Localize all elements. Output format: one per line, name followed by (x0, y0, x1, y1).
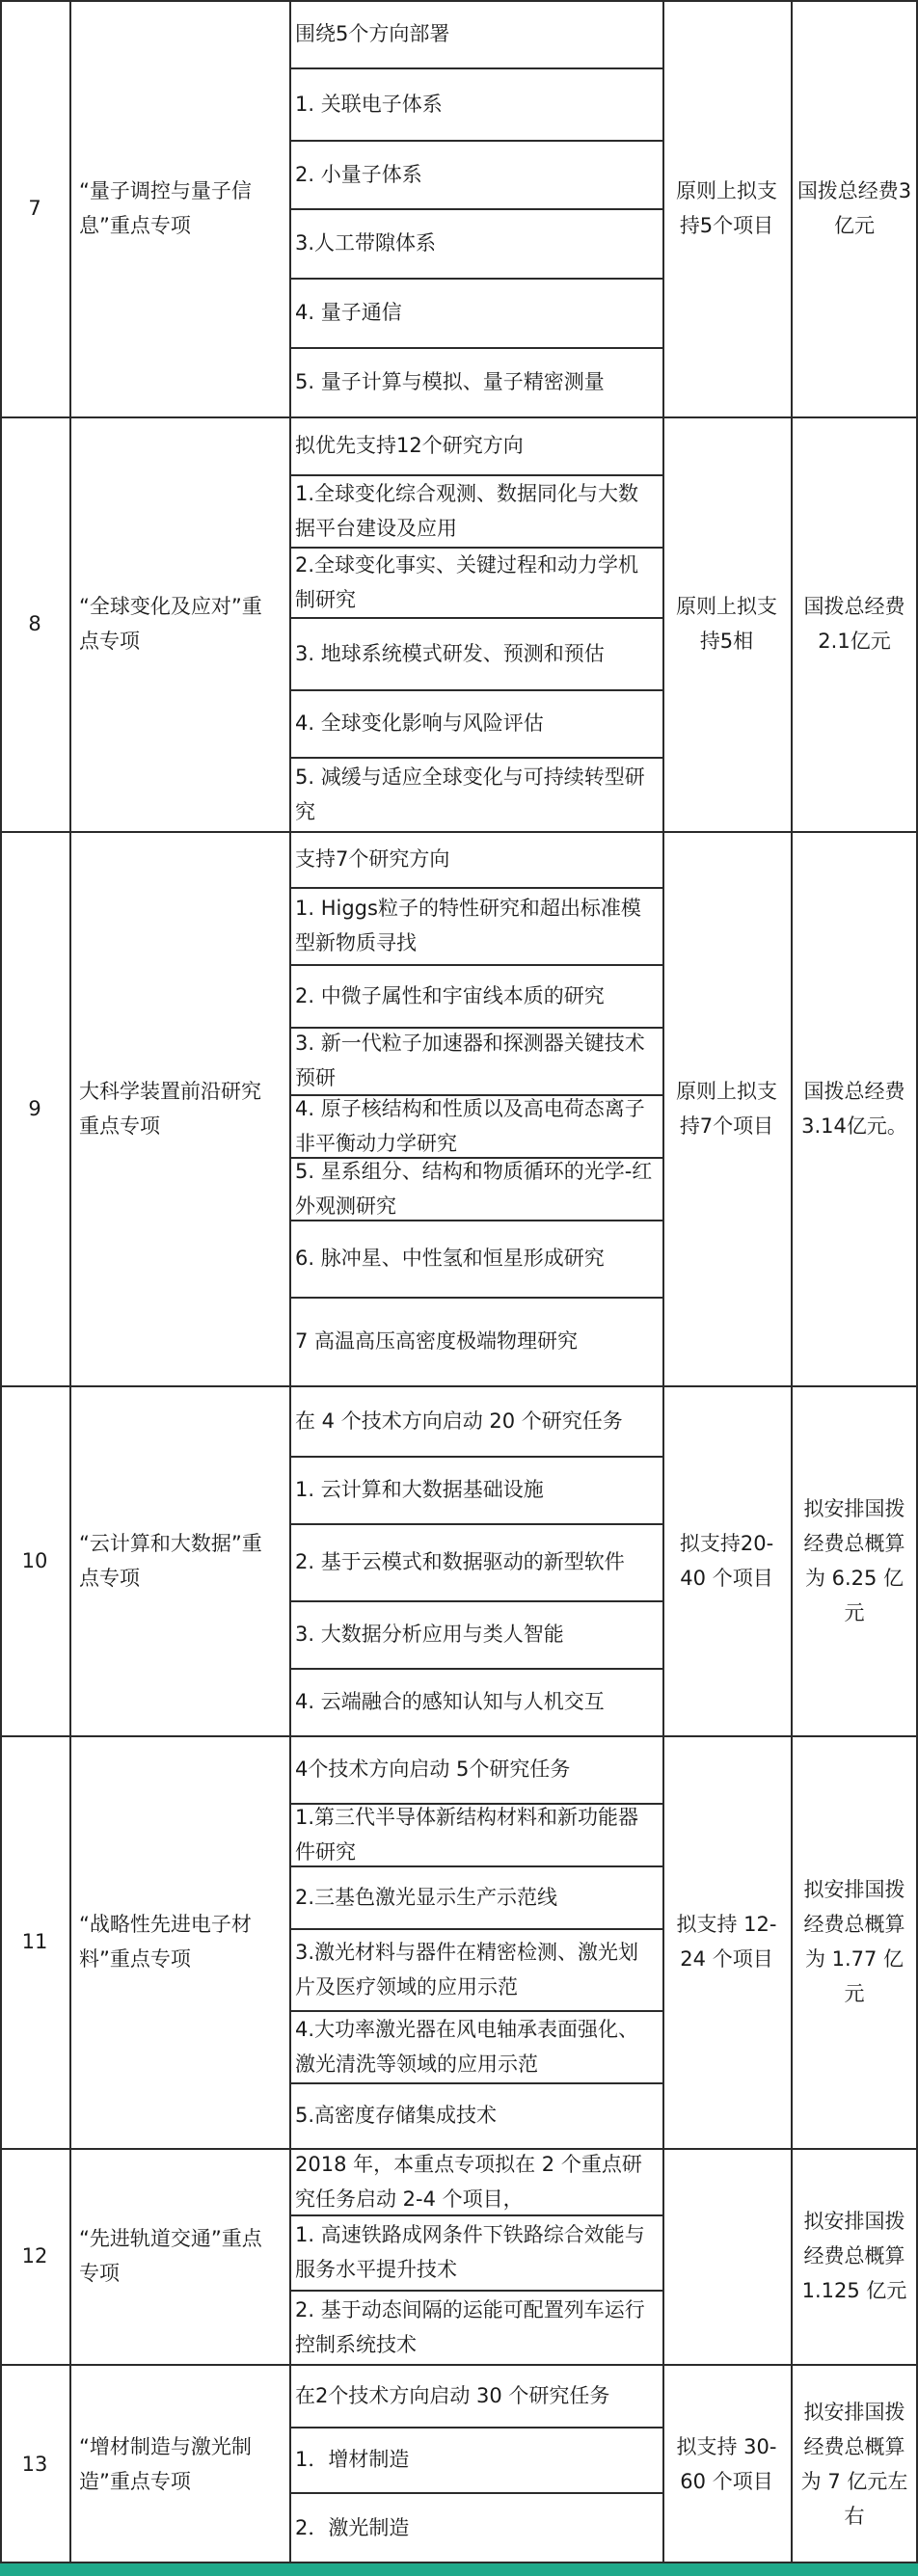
direction-item: 1. 关联电子体系 (295, 92, 443, 116)
table-border (289, 2492, 662, 2494)
direction-item: 2. 基于云模式和数据驱动的新型软件 (295, 1550, 625, 1573)
support-count: 拟支持 12-24 个项目 (676, 1913, 777, 1971)
direction-item: 2．激光制造 (295, 2516, 410, 2539)
support-count (662, 2148, 791, 2364)
table-border (289, 757, 662, 759)
table-border (289, 887, 662, 889)
direction-item: 5.高密度存储集成技术 (295, 2104, 498, 2127)
row-number: 8 (28, 612, 41, 635)
direction-item: 1. 高速铁路成网条件下铁路综合效能与服务水平提升技术 (295, 2223, 645, 2281)
direction-item: 1.全球变化综合观测、数据同化与大数据平台建设及应用 (295, 481, 639, 540)
table-border (289, 1094, 662, 1096)
funding-amount: 国拨总经费2.1亿元 (803, 595, 905, 653)
direction-item: 2.全球变化事实、关键过程和动力学机制研究 (295, 552, 639, 611)
support-count: 拟支持20-40 个项目 (679, 1531, 774, 1590)
direction-item: 5. 减缓与适应全球变化与可持续转型研究 (295, 765, 645, 823)
table-border (289, 547, 662, 549)
funding-amount: 国拨总经费3亿元 (796, 179, 912, 237)
row-number: 13 (21, 2452, 48, 2476)
direction-item: 2. 小量子体系 (295, 162, 422, 186)
table-border (289, 1668, 662, 1670)
direction-item: 1．增材制造 (295, 2448, 410, 2471)
project-name: “战略性先进电子材料”重点专项 (79, 1913, 252, 1971)
table-border (0, 0, 2, 2563)
direction-item: 2.三基色激光显示生产示范线 (295, 1885, 558, 1909)
table-border (69, 0, 71, 2563)
direction-item: 2. 中微子属性和宇宙线本质的研究 (295, 983, 605, 1007)
table-border (289, 347, 662, 349)
direction-summary: 4个技术方向启动 5个研究任务 (295, 1758, 571, 1781)
table-border (289, 67, 662, 69)
support-count: 原则上拟支持5相 (676, 595, 777, 653)
table-border (289, 1157, 662, 1159)
funding-amount: 国拨总经费3.14亿元。 (801, 1079, 907, 1138)
bottom-accent-bar (0, 2563, 918, 2576)
table-border (0, 1385, 918, 1387)
table-border (289, 474, 662, 476)
direction-item: 6. 脉冲星、中性氢和恒星形成研究 (295, 1247, 605, 1270)
table-border (662, 0, 664, 2563)
funding-amount: 拟安排国拨经费总概算为 7 亿元左右 (800, 2400, 908, 2528)
table-border (289, 2214, 662, 2216)
direction-summary: 支持7个研究方向 (295, 847, 450, 871)
row-number: 11 (21, 1930, 48, 1953)
table-border (289, 1600, 662, 1602)
table-border (289, 689, 662, 691)
table-border (289, 208, 662, 210)
project-name: “量子调控与量子信息”重点专项 (79, 179, 252, 237)
table-border (289, 1523, 662, 1525)
direction-item: 3.人工带隙体系 (295, 231, 437, 255)
table-border (289, 1297, 662, 1299)
funding-amount: 拟安排国拨经费总概算为 1.77 亿元 (803, 1878, 905, 2005)
funding-amount: 拟安排国拨经费总概算为 6.25 亿元 (803, 1496, 905, 1624)
table-border (289, 2427, 662, 2428)
direction-item: 1.第三代半导体新结构材料和新功能器件研究 (295, 1805, 639, 1864)
direction-item: 3. 地球系统模式研发、预测和预估 (295, 641, 605, 665)
direction-item: 3.激光材料与器件在精密检测、激光划片及医疗领域的应用示范 (295, 1940, 639, 1999)
funding-amount: 拟安排国拨经费总概算 1.125 亿元 (801, 2210, 907, 2302)
table-border (0, 2364, 918, 2366)
direction-item: 5. 星系组分、结构和物质循环的光学-红外观测研究 (295, 1159, 653, 1218)
direction-item: 4.大功率激光器在风电轴承表面强化、激光清洗等领域的应用示范 (295, 2017, 639, 2076)
table-border (289, 617, 662, 619)
table-border (289, 1928, 662, 1930)
project-name: “先进轨道交通”重点专项 (79, 2227, 262, 2285)
table-border (0, 2148, 918, 2150)
direction-item: 1. Higgs粒子的特性研究和超出标准模型新物质寻找 (295, 897, 641, 954)
table-border (289, 2290, 662, 2292)
row-number: 12 (21, 2244, 48, 2267)
direction-item: 4. 原子核结构和性质以及高电荷态离子非平衡动力学研究 (295, 1096, 645, 1155)
table-border (289, 0, 291, 2563)
direction-summary: 在2个技术方向启动 30 个研究任务 (295, 2383, 610, 2407)
direction-item: 1. 云计算和大数据基础设施 (295, 1478, 544, 1501)
table-border (289, 1027, 662, 1029)
support-count: 拟支持 30-60 个项目 (676, 2434, 777, 2493)
direction-summary: 围绕5个方向部署 (295, 22, 450, 45)
project-name: “增材制造与激光制造”重点专项 (79, 2434, 252, 2493)
direction-summary: 在 4 个技术方向启动 20 个研究任务 (295, 1409, 623, 1433)
table-border (791, 0, 793, 2563)
direction-item: 3. 大数据分析应用与类人智能 (295, 1623, 564, 1646)
row-number: 10 (21, 1548, 48, 1572)
support-count: 原则上拟支持5个项目 (676, 179, 777, 237)
direction-item: 4. 云端融合的感知认知与人机交互 (295, 1690, 605, 1713)
table-border (289, 964, 662, 966)
table-border (289, 2010, 662, 2012)
table-border (0, 831, 918, 833)
direction-item: 4. 量子通信 (295, 301, 402, 324)
direction-summary: 拟优先支持12个研究方向 (295, 434, 524, 457)
table-border (0, 0, 918, 2)
table-border (0, 416, 918, 418)
project-name: 大科学装置前沿研究重点专项 (79, 1079, 261, 1138)
row-number: 9 (28, 1096, 41, 1120)
table-border (0, 1735, 918, 1737)
table-border (289, 1220, 662, 1221)
direction-item: 4. 全球变化影响与风险评估 (295, 711, 544, 735)
project-name: “全球变化及应对”重点专项 (79, 595, 262, 653)
direction-summary: 2018 年，本重点专项拟在 2 个重点研究任务启动 2-4 个项目， (295, 2152, 642, 2211)
row-number: 7 (28, 197, 41, 220)
direction-item: 7 高温高压高密度极端物理研究 (295, 1329, 579, 1353)
support-count: 原则上拟支持7个项目 (676, 1079, 777, 1138)
project-name: “云计算和大数据”重点专项 (79, 1531, 262, 1590)
table-border (289, 278, 662, 280)
table-border (289, 2082, 662, 2084)
table-border (289, 140, 662, 142)
table-border (289, 1865, 662, 1867)
direction-item: 3. 新一代粒子加速器和探测器关键技术预研 (295, 1032, 645, 1089)
direction-item: 2. 基于动态间隔的运能可配置列车运行控制系统技术 (295, 2297, 645, 2356)
table-border (289, 1803, 662, 1805)
table-border (289, 1456, 662, 1458)
direction-item: 5. 量子计算与模拟、量子精密测量 (295, 370, 605, 393)
